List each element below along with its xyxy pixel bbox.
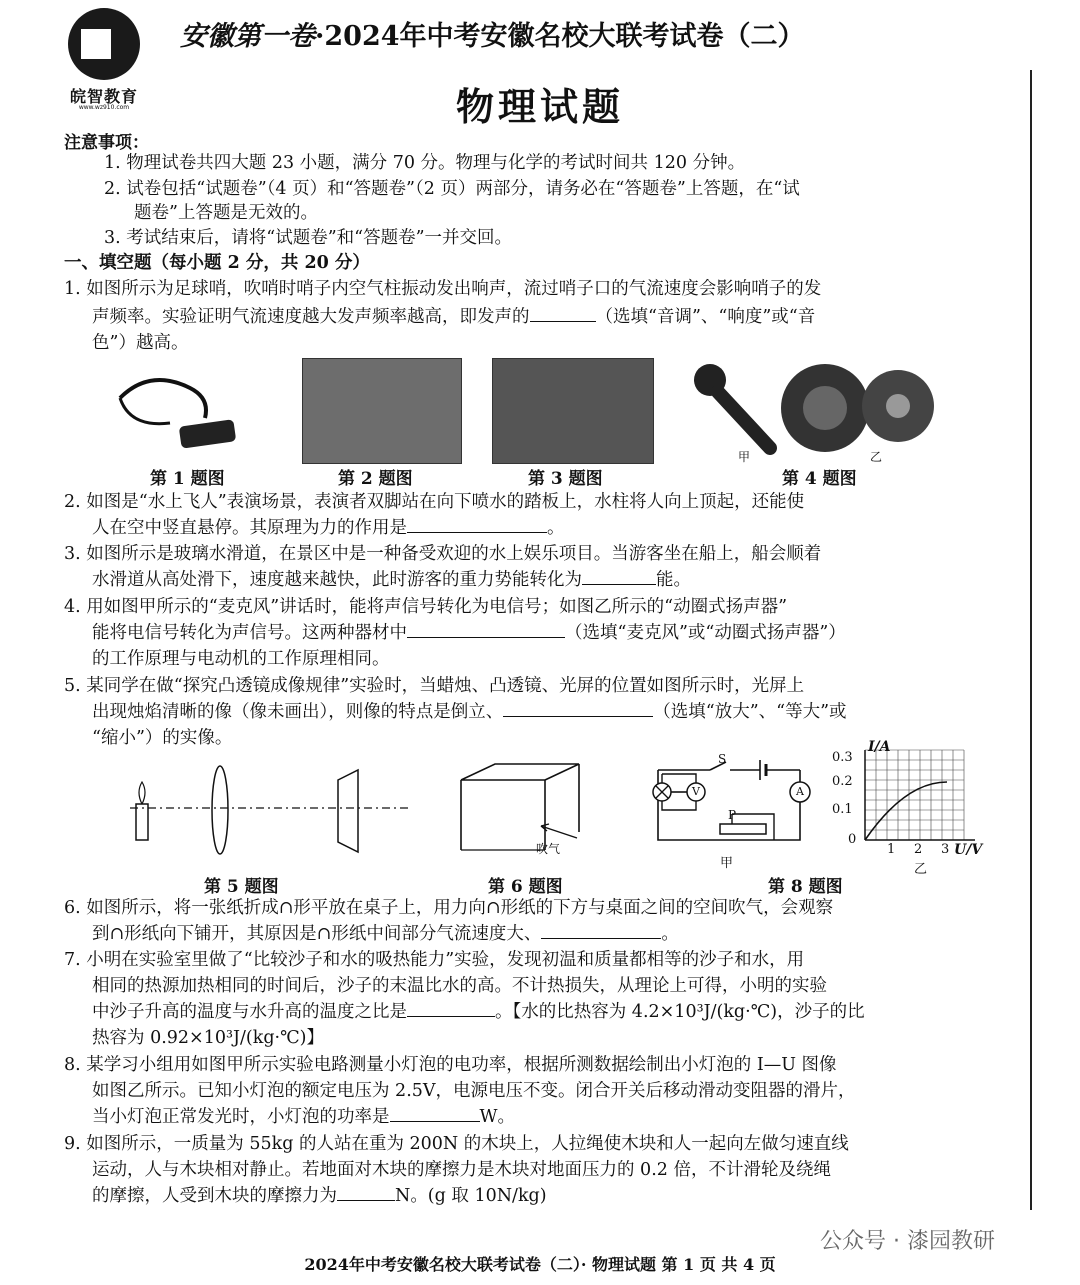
graph-ytick: 0.1 — [832, 802, 853, 817]
question-1-line: 声频率。实验证明气流速度越大发声频率越高，即发声的 （选填“音调”、“响度”或“音 — [92, 307, 816, 327]
figure-4-label-yi: 乙 — [870, 450, 883, 464]
question-4-line: 能将电信号转化为声信号。这两种器材中 （选填“麦克风”或“动圈式扬声器”） — [92, 623, 846, 643]
page-footer: 2024年中考安徽名校大联考试卷（二）· 物理试题 第 1 页 共 4 页 — [304, 1255, 776, 1274]
figure-8-label-yi: 乙 — [914, 862, 928, 877]
graph-xlabel: U/V — [954, 842, 983, 858]
iu-graph — [825, 740, 1025, 876]
notice-item: 题卷”上答题是无效的。 — [134, 203, 318, 223]
question-5-line: “缩小”）的实像。 — [92, 728, 233, 748]
water-flyer-photo — [302, 358, 462, 464]
question-2-line: 2. 如图是“水上飞人”表演场景，表演者双脚站在向下喷水的踏板上，水柱将人向上顶起，还能使 — [64, 492, 805, 512]
question-3-line: 水滑道从高处滑下，速度越来越快，此时游客的重力势能转化为 能。 — [92, 570, 691, 590]
figure-1-caption: 第 1 题图 — [150, 469, 225, 489]
figure-6-caption: 第 6 题图 — [488, 877, 563, 897]
question-7-line: 相同的热源加热相同的时间后，沙子的末温比水的高。不计热损失，从理论上可得，小明的实验 — [92, 976, 827, 996]
graph-ytick: 0.2 — [832, 774, 853, 789]
answer-blank — [337, 1184, 395, 1201]
figure-8-caption: 第 8 题图 — [768, 877, 843, 897]
header-title: ·2024年中考安徽名校大联考试卷（二） — [315, 21, 805, 52]
graph-ylabel: I/A — [868, 739, 891, 755]
figure-8-label-jia: 甲 — [720, 856, 734, 871]
notice-heading: 注意事项： — [64, 133, 149, 153]
blow-label: 吹气 — [536, 842, 561, 856]
question-8-line: 当小灯泡正常发光时，小灯泡的功率是 W。 — [92, 1107, 515, 1127]
circuit-diagram — [650, 752, 820, 848]
question-3-line: 3. 如图所示是玻璃水滑道，在景区中是一种备受欢迎的水上娱乐项目。当游客坐在船上，船会顺着 — [64, 544, 822, 564]
notice-item: 1. 物理试卷共四大题 23 小题，满分 70 分。物理与化学的考试时间共 120 分钟。 — [104, 153, 746, 173]
question-5-line: 5. 某同学在做“探究凸透镜成像规律”实验时，当蜡烛、凸透镜、光屏的位置如图所示时，光屏上 — [64, 676, 805, 696]
graph-ytick: 0.3 — [832, 750, 853, 765]
question-7-line: 中沙子升高的温度与水升高的温度之比是 。【水的比热容为 4.2×10³J/(kg·℃)，沙子的比 — [92, 1002, 865, 1022]
exam-header — [180, 14, 1060, 53]
answer-blank — [530, 305, 596, 322]
ammeter-label: A — [796, 785, 804, 798]
question-7-line: 热容为 0.92×10³J/(kg·℃)】 — [92, 1028, 324, 1048]
logo-emblem — [78, 26, 114, 62]
question-4-line: 的工作原理与电动机的工作原理相同。 — [92, 649, 390, 669]
question-9-line: 的摩擦，人受到木块的摩擦力为 N。(g 取 10N/kg) — [92, 1186, 547, 1206]
section-heading: 一、填空题（每小题 2 分，共 20 分） — [64, 253, 370, 273]
answer-blank — [407, 1000, 495, 1017]
answer-blank — [407, 516, 547, 533]
question-5-line: 出现烛焰清晰的像（像未画出），则像的特点是倒立、 （选填“放大”、“等大”或 — [92, 702, 847, 722]
answer-blank — [503, 700, 653, 717]
answer-blank — [582, 568, 656, 585]
logo-url: www.wz910.com — [78, 104, 130, 111]
question-1-line: 色”）越高。 — [92, 333, 189, 353]
answer-blank — [407, 621, 565, 638]
question-8-line: 如图乙所示。已知小灯泡的额定电压为 2.5V，电源电压不变。闭合开关后移动滑动变阻器的滑片， — [92, 1081, 856, 1101]
question-2-line: 人在空中竖直悬停。其原理为力的作用是 。 — [92, 518, 565, 538]
mic-speaker-figure — [690, 358, 940, 458]
graph-ytick: 0 — [848, 832, 857, 847]
figure-2-caption: 第 2 题图 — [338, 469, 413, 489]
answer-blank — [390, 1105, 480, 1122]
figure-4-caption: 第 4 题图 — [782, 469, 857, 489]
header-brand: 安徽第一卷 — [180, 21, 315, 52]
question-6-line: 到∩形纸向下铺开，其原因是∩形纸中间部分气流速度大、 。 — [92, 924, 679, 944]
page-edge-line — [1030, 70, 1032, 1210]
document-title: 物理试题 — [455, 84, 624, 129]
question-9-line: 运动，人与木块相对静止。若地面对木块的摩擦力是木块对地面压力的 0.2 倍，不计滑轮及绕绳 — [92, 1160, 831, 1180]
circuit-switch-label: S — [718, 752, 727, 766]
wechat-watermark: 公众号 · 漆园教研 — [820, 1229, 995, 1254]
voltmeter-label: V — [692, 785, 700, 798]
rheostat-label: P — [728, 808, 737, 822]
question-4-line: 4. 用如图甲所示的“麦克风”讲话时，能将声信号转化为电信号；如图乙所示的“动圈式扬声器” — [64, 597, 788, 617]
question-7-line: 7. 小明在实验室里做了“比较沙子和水的吸热能力”实验，发现初温和质量都相等的沙子和水，用 — [64, 950, 805, 970]
water-slide-photo — [492, 358, 654, 464]
notice-item: 3. 考试结束后，请将“试题卷”和“答题卷”一并交回。 — [104, 228, 513, 248]
figure-3-caption: 第 3 题图 — [528, 469, 603, 489]
figure-4-label-jia: 甲 — [738, 450, 751, 464]
notice-item: 2. 试卷包括“试题卷”（4 页）和“答题卷”（2 页）两部分，请务必在“答题卷”上答题，在“试 — [104, 179, 800, 199]
question-6-line: 6. 如图所示，将一张纸折成∩形平放在桌子上，用力向∩形纸的下方与桌面之间的空间吹气，会观察 — [64, 898, 834, 918]
figure-5-caption: 第 5 题图 — [204, 877, 279, 897]
question-1-line: 1. 如图所示为足球哨，吹哨时哨子内空气柱振动发出响声，流过哨子口的气流速度会影响哨子的发 — [64, 279, 822, 299]
question-9-line: 9. 如图所示，一质量为 55kg 的人站在重为 200N 的木块上，人拉绳使木块和人一起向左做匀速直线 — [64, 1134, 849, 1154]
logo-text: 皖智教育 — [69, 87, 138, 106]
graph-xtick: 3 — [941, 842, 950, 857]
graph-xtick: 1 — [887, 842, 896, 857]
folded-paper-figure — [455, 760, 595, 860]
answer-blank — [541, 922, 661, 939]
lens-experiment-figure — [120, 760, 420, 860]
graph-xtick: 2 — [914, 842, 923, 857]
question-8-line: 8. 某学习小组用如图甲所示实验电路测量小灯泡的电功率，根据所测数据绘制出小灯泡的 I—U 图像 — [64, 1055, 837, 1075]
whistle-figure — [110, 368, 240, 458]
